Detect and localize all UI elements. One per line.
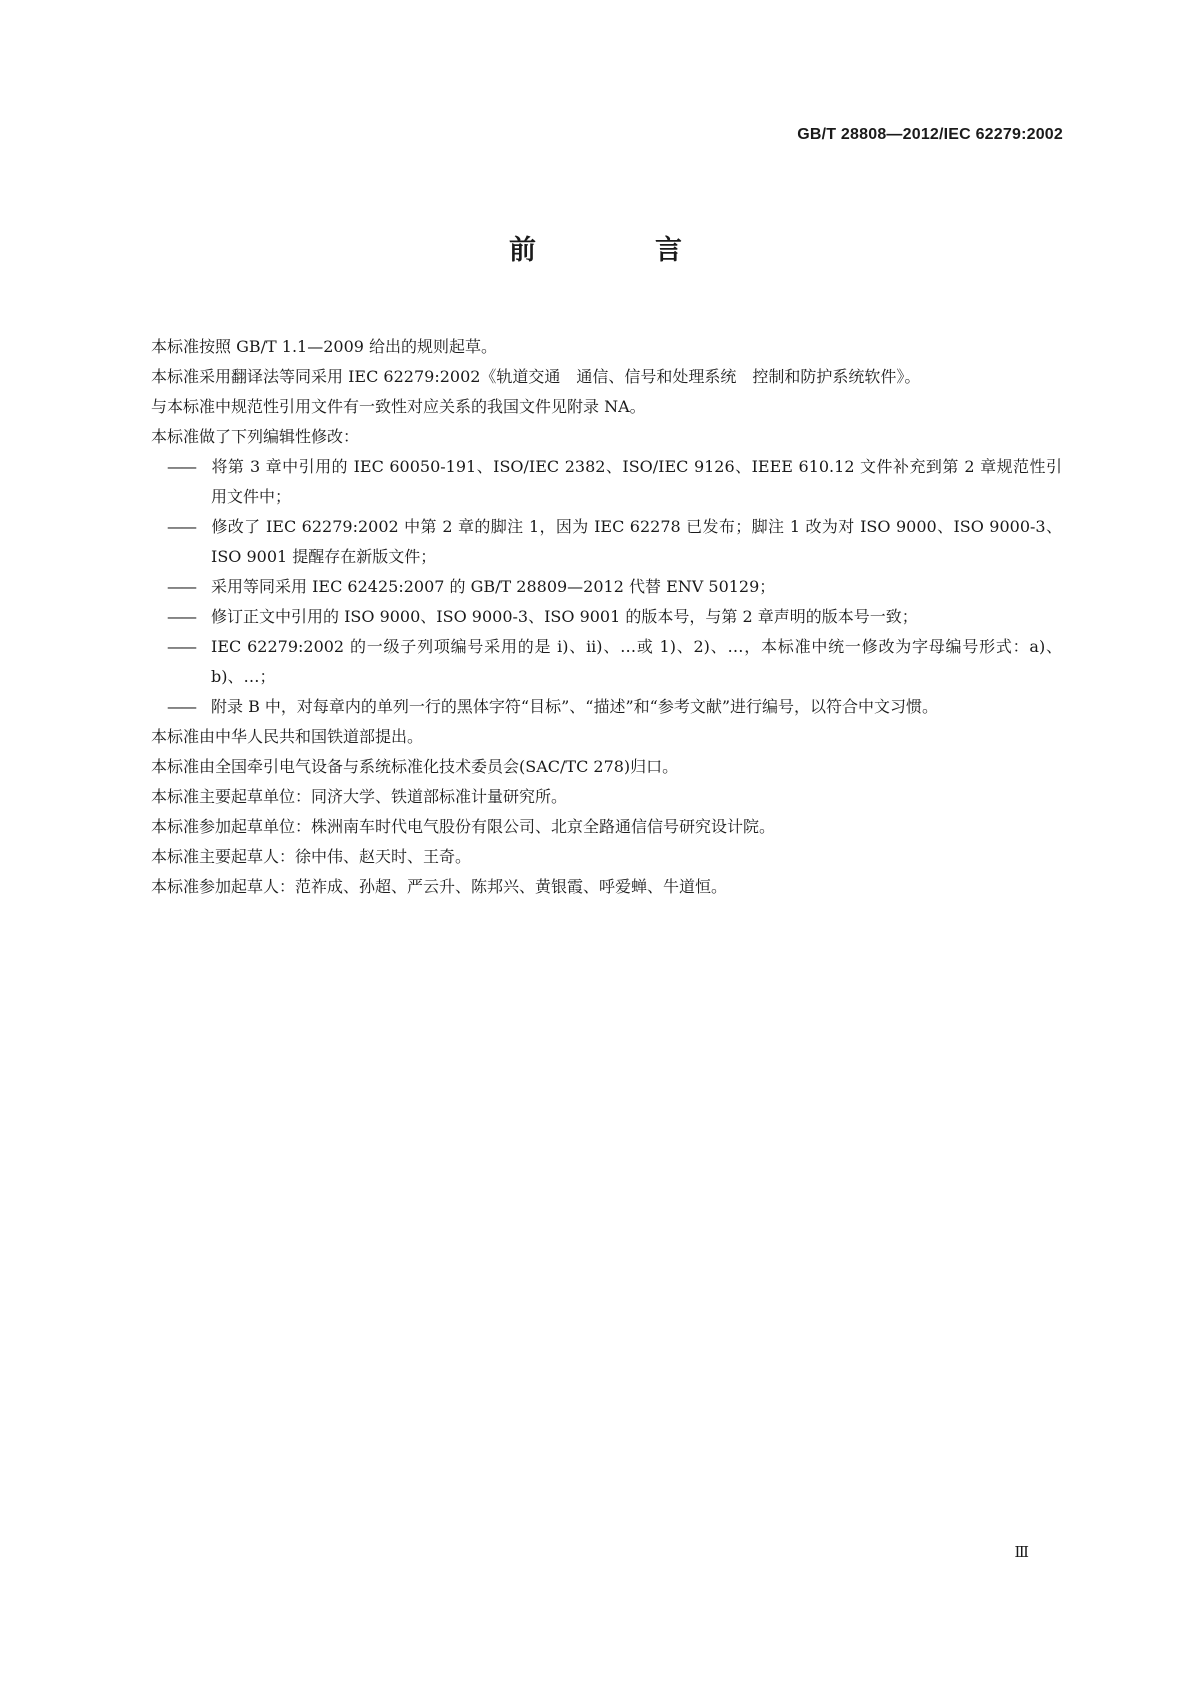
list-item-text: 修订正文中引用的 ISO 9000、ISO 9000-3、ISO 9001 的版本号，与第 2 章声明的版本号一致； xyxy=(211,607,918,626)
list-item xyxy=(119,632,1062,692)
paragraph: 本标准按照 GB/T 1.1—2009 给出的规则起草。 xyxy=(151,337,498,356)
list-item-text: 采用等同采用 IEC 62425:2007 的 GB/T 28809—2012 代替 ENV 50129； xyxy=(211,577,776,596)
paragraph: 本标准主要起草人：徐中伟、赵天时、王奇。 xyxy=(151,847,472,866)
list-item xyxy=(119,452,1062,512)
paragraph: 本标准主要起草单位：同济大学、铁道部标准计量研究所。 xyxy=(151,787,568,806)
dash-marker: —— xyxy=(167,637,195,656)
paragraph: 本标准由中华人民共和国铁道部提出。 xyxy=(151,727,424,746)
paragraph: 本标准做了下列编辑性修改： xyxy=(151,427,360,446)
dash-marker: —— xyxy=(167,607,195,626)
list-item xyxy=(119,572,1062,602)
paragraph: 本标准参加起草人：范祚成、孙超、严云升、陈邦兴、黄银霞、呼爱蝉、牛道恒。 xyxy=(151,877,728,896)
document-body xyxy=(119,332,1062,902)
dash-marker: —— xyxy=(167,577,195,596)
paragraph: 本标准由全国牵引电气设备与系统标准化技术委员会(SAC/TC 278)归口。 xyxy=(151,757,679,776)
page-title: 前 言 xyxy=(509,235,728,266)
list-item-text: IEC 62279:2002 的一级子列项编号采用的是 i)、ii)、…或 1)、2)、…，本标准中统一修改为字母编号形式：a)、b)、…； xyxy=(211,637,1062,686)
paragraph: 与本标准中规范性引用文件有一致性对应关系的我国文件见附录 NA。 xyxy=(151,397,646,416)
list-item-text: 将第 3 章中引用的 IEC 60050-191、ISO/IEC 2382、ISO/IEC 9126、IEEE 610.12 文件补充到第 2 章规范性引用文件中； xyxy=(211,457,1062,506)
page-number: Ⅲ xyxy=(1014,1543,1029,1561)
dash-marker: —— xyxy=(167,697,195,716)
document-code: GB/T 28808—2012/IEC 62279:2002 xyxy=(797,126,1063,143)
paragraph: 本标准采用翻译法等同采用 IEC 62279:2002《轨道交通 通信、信号和处理系统 控制和防护系统软件》。 xyxy=(151,367,921,386)
list-item xyxy=(119,512,1062,572)
paragraph: 本标准参加起草单位：株洲南车时代电气股份有限公司、北京全路通信信号研究设计院。 xyxy=(151,817,776,836)
list-item-text: 附录 B 中，对每章内的单列一行的黑体字符“目标”、“描述”和“参考文献”进行编号，以符合中文习惯。 xyxy=(211,697,939,716)
list-item-text: 修改了 IEC 62279:2002 中第 2 章的脚注 1，因为 IEC 62278 已发布；脚注 1 改为对 ISO 9000、ISO 9000-3、ISO 9001 提醒存在新版文件； xyxy=(211,517,1062,566)
dash-marker: —— xyxy=(167,517,195,536)
list-item xyxy=(119,692,1062,722)
dash-marker: —— xyxy=(167,457,195,476)
list-item xyxy=(119,602,1062,632)
